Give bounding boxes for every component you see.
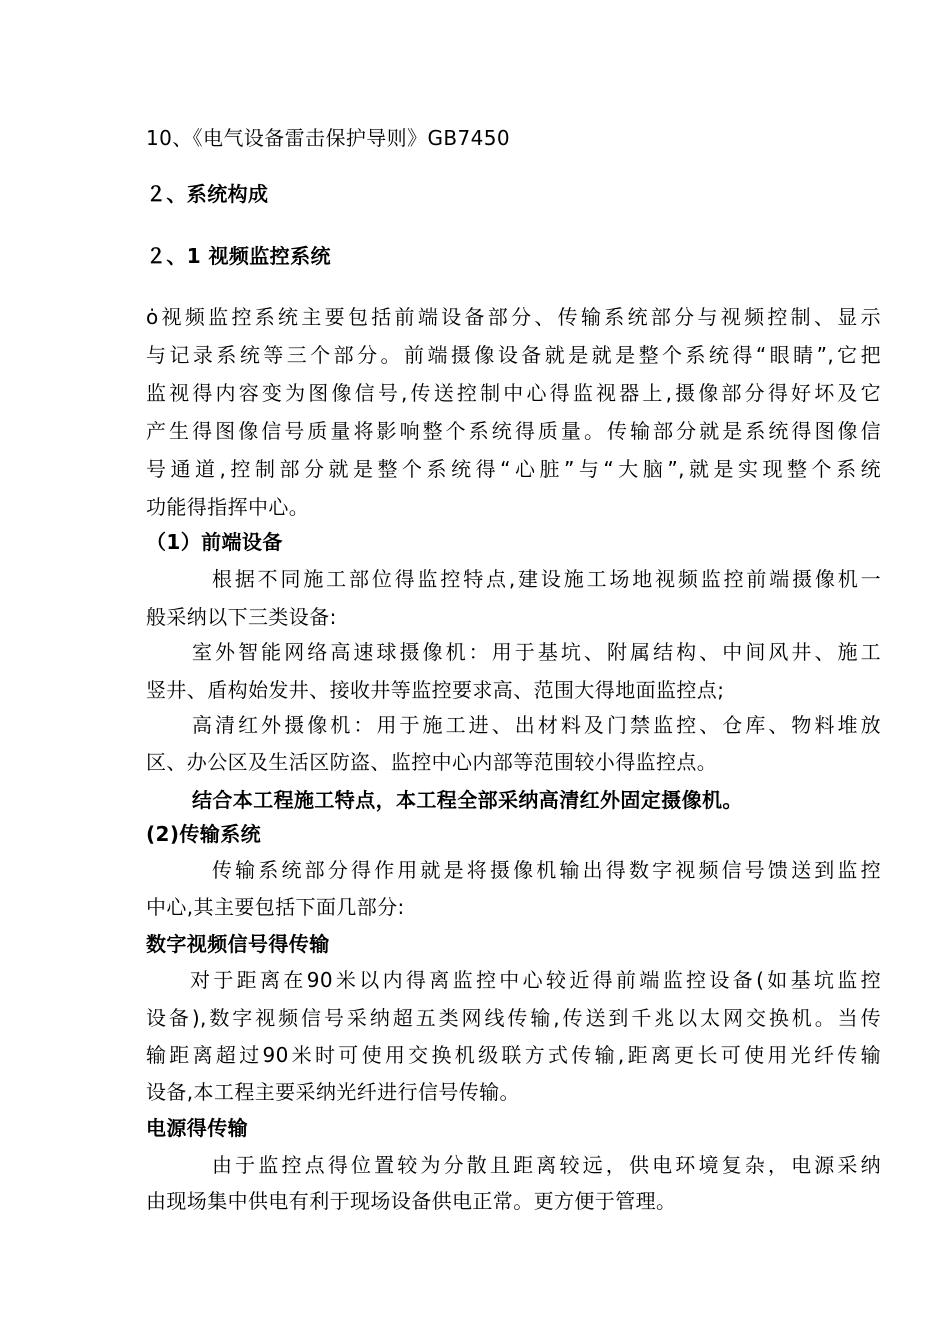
transmission-para1-line1: 传输系统部分得作用就是将摄像机输出得数字视频信号馈送到监控 xyxy=(212,858,881,882)
intro-line-4: 产生得图像信号质量将影响整个系统得质量。传输部分就是系统得图像信 xyxy=(146,419,881,443)
reference-item-10: 10、《电气设备雷击保护导则》GB7450 xyxy=(146,126,510,150)
intro-line-6: 功能得指挥中心。 xyxy=(146,495,310,519)
front-end-para2-line1: 室外智能网络高速球摄像机：用于基坑、附属结构、中间风井、施工 xyxy=(192,640,881,664)
section-title-transmission: (2)传输系统 xyxy=(146,822,261,846)
intro-line-3: 监视得内容变为图像信号,传送控制中心得监视器上,摄像部分得好坏及它 xyxy=(146,381,881,405)
front-end-para1-line1: 根据不同施工部位得监控特点,建设施工场地视频监控前端摄像机一 xyxy=(212,567,881,591)
section-heading-2: ２、系统构成 xyxy=(146,182,269,206)
front-end-para1-line2: 般采纳以下三类设备: xyxy=(146,605,337,629)
subtitle-digital-video: 数字视频信号得传输 xyxy=(146,932,330,956)
front-end-conclusion: 结合本工程施工特点，本工程全部采纳高清红外固定摄像机。 xyxy=(192,788,743,812)
intro-line-1: ȯ视频监控系统主要包括前端设备部分、传输系统部分与视频控制、显示 xyxy=(146,305,881,329)
intro-line-5: 号通道,控制部分就是整个系统得“心脏”与“大脑”,就是实现整个系统 xyxy=(146,457,881,481)
power-line2: 由现场集中供电有利于现场设备供电正常。更方便于管理。 xyxy=(146,1189,677,1213)
front-end-para3-line1: 高清红外摄像机：用于施工进、出材料及门禁监控、仓库、物料堆放 xyxy=(192,713,881,737)
subsection-heading-2-1: ２、1 视频监控系统 xyxy=(146,244,331,268)
intro-line-2: 与记录系统等三个部分。前端摄像设备就是就是整个系统得“眼睛”,它把 xyxy=(146,343,881,367)
digital-video-line2: 设备),数字视频信号采纳超五类网线传输,传送到千兆以太网交换机。当传 xyxy=(146,1006,881,1030)
subtitle-power: 电源得传输 xyxy=(146,1116,248,1140)
front-end-para2-line2: 竖井、盾构始发井、接收井等监控要求高、范围大得地面监控点; xyxy=(146,678,725,702)
power-line1: 由于监控点得位置较为分散且距离较远，供电环境复杂，电源采纳 xyxy=(212,1153,881,1177)
transmission-para1-line2: 中心,其主要包括下面几部分: xyxy=(146,895,405,919)
digital-video-line1: 对于距离在90米以内得离监控中心较近得前端监控设备(如基坑监控 xyxy=(190,968,881,992)
digital-video-line3: 输距离超过90米时可使用交换机级联方式传输,距离更长可使用光纤传输 xyxy=(146,1043,881,1067)
section-title-front-end: （1）前端设备 xyxy=(146,530,283,554)
front-end-para3-line2: 区、办公区及生活区防盗、监控中心内部等范围较小得监控点。 xyxy=(146,750,718,774)
digital-video-line4: 设备,本工程主要采纳光纤进行信号传输。 xyxy=(146,1080,520,1104)
